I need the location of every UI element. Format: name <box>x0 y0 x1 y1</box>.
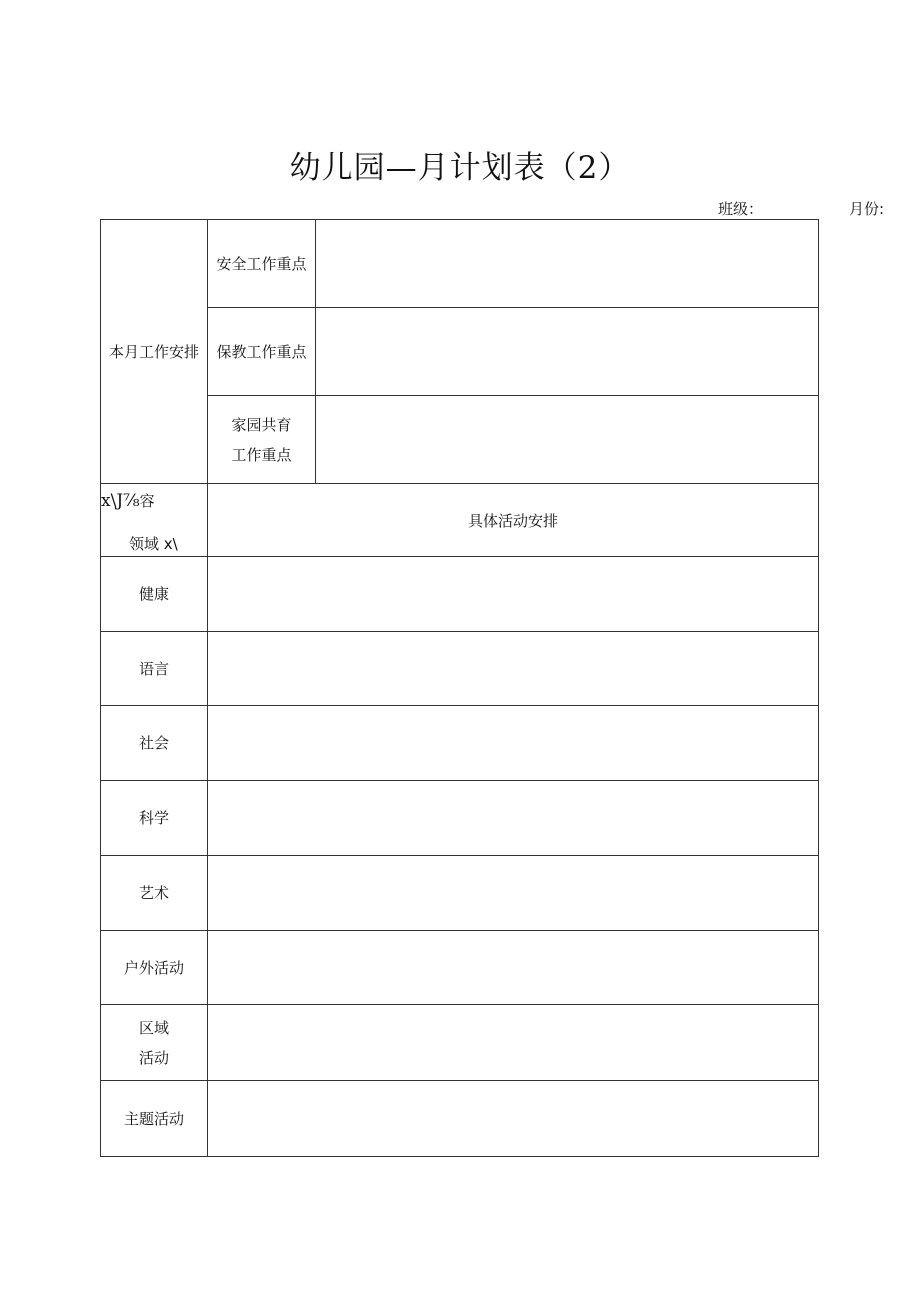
work-item-line: 家园共育 <box>231 415 292 434</box>
domain-row-society <box>101 706 819 781</box>
diagonal-bottom-text: 领域 x\ <box>129 535 178 553</box>
diagonal-header-cell <box>101 484 208 557</box>
activities-heading: 具体活动安排 <box>208 484 819 557</box>
domain-label <box>101 1005 208 1081</box>
domain-content-cell[interactable] <box>208 1081 819 1157</box>
domain-label <box>101 706 208 781</box>
domain-label-line: 语言 <box>138 659 169 678</box>
domain-label <box>101 632 208 706</box>
domain-label-line: 科学 <box>138 809 169 827</box>
domain-label-line: 社会 <box>138 734 169 752</box>
domain-label <box>101 856 208 931</box>
work-item-content-cell[interactable] <box>316 396 819 484</box>
domain-content-cell[interactable] <box>208 706 819 781</box>
work-item-label <box>208 220 316 308</box>
work-section-label: 本月工作安排 <box>101 220 208 484</box>
header-row <box>101 484 819 557</box>
domain-row-science <box>101 781 819 856</box>
domain-row-health <box>101 557 819 632</box>
domain-label <box>101 781 208 856</box>
domain-label-line: 主题活动 <box>123 1109 184 1128</box>
domain-label-line: 户外活动 <box>123 958 184 977</box>
monthly-plan-table <box>100 219 819 1157</box>
work-item-label <box>208 396 316 484</box>
domain-label-line: 活动 <box>138 1048 169 1067</box>
domain-content-cell[interactable] <box>208 632 819 706</box>
domain-label-line: 艺术 <box>138 884 169 902</box>
domain-label-line: 健康 <box>138 585 169 603</box>
work-item-content-cell[interactable] <box>316 308 819 396</box>
domain-content-cell[interactable] <box>208 781 819 856</box>
domain-label <box>101 931 208 1005</box>
class-label: 班级： <box>718 200 764 218</box>
work-item-content-cell[interactable] <box>316 220 819 308</box>
domain-label-line: 区域 <box>138 1018 169 1037</box>
domain-row-area <box>101 1005 819 1081</box>
domain-label <box>101 1081 208 1157</box>
work-item-line: 工作重点 <box>231 445 292 464</box>
month-label: 月份: <box>849 200 885 218</box>
domain-row-art <box>101 856 819 931</box>
diagonal-top-char: 容 <box>139 492 155 510</box>
page-title: 幼儿园—月计划表（2） <box>289 150 631 186</box>
work-item-line: 保教工作重点 <box>216 342 307 361</box>
diagonal-top-text <box>101 490 155 511</box>
domain-row-theme <box>101 1081 819 1157</box>
domain-content-cell[interactable] <box>208 1005 819 1081</box>
work-item-line: 安全工作重点 <box>216 254 307 273</box>
domain-label <box>101 557 208 632</box>
work-item-label <box>208 308 316 396</box>
domain-content-cell[interactable] <box>208 856 819 931</box>
domain-row-outdoor <box>101 931 819 1005</box>
domain-row-language <box>101 632 819 706</box>
work-row-safety <box>101 220 819 308</box>
work-row-education <box>101 308 819 396</box>
domain-content-cell[interactable] <box>208 931 819 1005</box>
work-row-home-school <box>101 396 819 484</box>
domain-content-cell[interactable] <box>208 557 819 632</box>
diagonal-top-garbled: x\J⅞ <box>101 491 140 511</box>
